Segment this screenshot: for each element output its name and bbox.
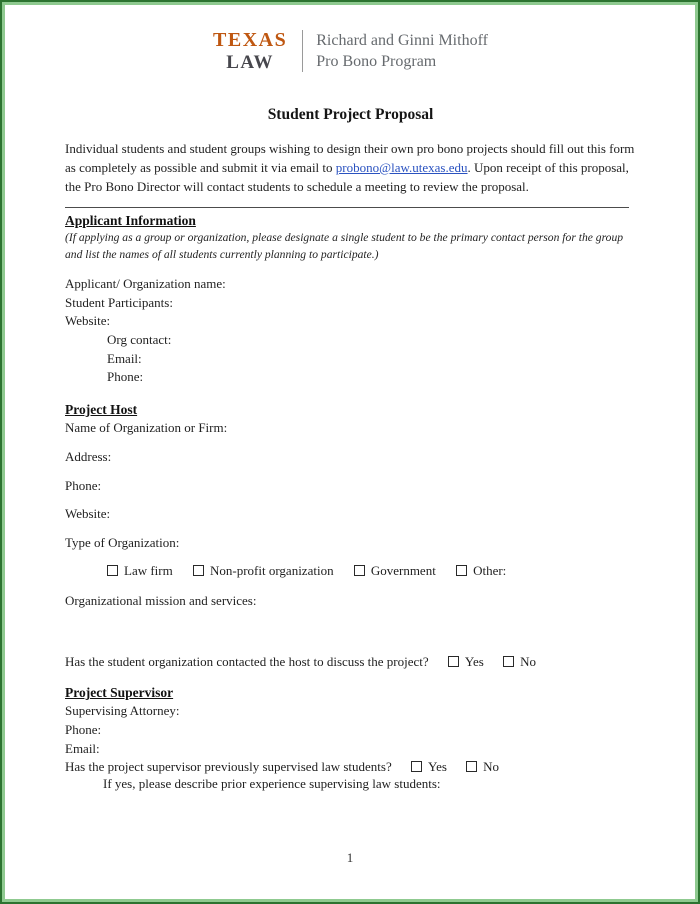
intro-text-before: Individual students and student groups wishing to design their own pro bono projects should fill out this form as completely as possible and submit it via email to (65, 141, 635, 175)
program-line2: Pro Bono Program (316, 53, 437, 71)
checkbox-supervisor-yes[interactable] (411, 761, 422, 772)
checkbox-government[interactable] (354, 565, 365, 576)
organization-type-options (107, 563, 636, 579)
section-project-host (65, 402, 636, 670)
section-divider-rule (65, 207, 629, 208)
field-supervising-attorney: Supervising Attorney: (65, 703, 180, 719)
field-applicant-website: Website: (65, 313, 111, 329)
option-non-profit: Non-profit organization (193, 563, 334, 578)
field-applicant-organization-name: Applicant/ Organization name: (65, 275, 226, 291)
section-project-supervisor (65, 685, 636, 793)
host-contact-question-text: Has the student organization contacted the host to discuss the project? (65, 654, 429, 670)
field-host-phone: Phone: (65, 477, 102, 493)
field-host-website: Website: (65, 506, 111, 522)
field-org-email: Email: (107, 350, 142, 366)
project-supervisor-heading: Project Supervisor (65, 685, 174, 701)
applicant-information-heading: Applicant Information (65, 213, 196, 229)
if-yes-describe-label: If yes, please describe prior experience supervising law students: (103, 775, 441, 791)
email-link[interactable]: probono@law.utexas.edu (335, 159, 468, 175)
supervisor-experience-yes: Yes (411, 759, 447, 774)
host-contact-question (65, 654, 636, 670)
supervisor-experience-question-text: Has the project supervisor previously supervised law students? (65, 758, 392, 774)
checkbox-other[interactable] (456, 565, 467, 576)
field-host-organization-name: Name of Organization or Firm: (65, 420, 228, 436)
intro-text-after: . Upon receipt of this proposal, the Pro Bono Director will contact students to schedule a meeting to review the proposal. (65, 159, 629, 194)
section-applicant-information (65, 213, 636, 387)
option-government: Government (354, 563, 436, 578)
field-supervisor-phone: Phone: (65, 722, 102, 738)
logo-law-text: LAW (226, 52, 275, 74)
letterhead (65, 30, 636, 72)
applicant-group-note: (If applying as a group or organization, please designate a single student to be the primary contact person for the group and list the names of all students currently planning to participate.) (65, 231, 624, 261)
field-type-of-organization: Type of Organization: (65, 535, 180, 550)
field-student-participants: Student Participants: (65, 294, 173, 310)
checkbox-law-firm[interactable] (107, 565, 118, 576)
field-host-address: Address: (65, 448, 112, 464)
host-contact-no: No (503, 654, 536, 669)
intro-paragraph (65, 140, 636, 196)
project-host-heading: Project Host (65, 402, 138, 418)
logo-divider-bar (302, 30, 303, 72)
checkbox-host-contact-yes[interactable] (448, 656, 459, 667)
logo-texas-text: TEXAS (213, 29, 288, 52)
texas-law-logo (213, 30, 287, 72)
field-organizational-mission: Organizational mission and services: (65, 592, 257, 608)
field-org-phone: Phone: (107, 369, 144, 385)
option-other: Other: (456, 563, 506, 578)
checkbox-supervisor-no[interactable] (466, 761, 477, 772)
field-supervisor-email: Email: (65, 740, 100, 756)
page-number: 1 (346, 850, 354, 865)
checkbox-non-profit[interactable] (193, 565, 204, 576)
supervisor-experience-question (65, 759, 636, 775)
page-title: Student Project Proposal (267, 106, 434, 124)
supervisor-experience-no: No (466, 759, 499, 774)
host-contact-yes: Yes (448, 654, 484, 669)
program-line1: Richard and Ginni Mithoff (316, 32, 488, 49)
checkbox-host-contact-no[interactable] (503, 656, 514, 667)
program-name (316, 30, 488, 72)
option-law-firm: Law firm (107, 563, 173, 578)
field-org-contact: Org contact: (107, 331, 172, 347)
